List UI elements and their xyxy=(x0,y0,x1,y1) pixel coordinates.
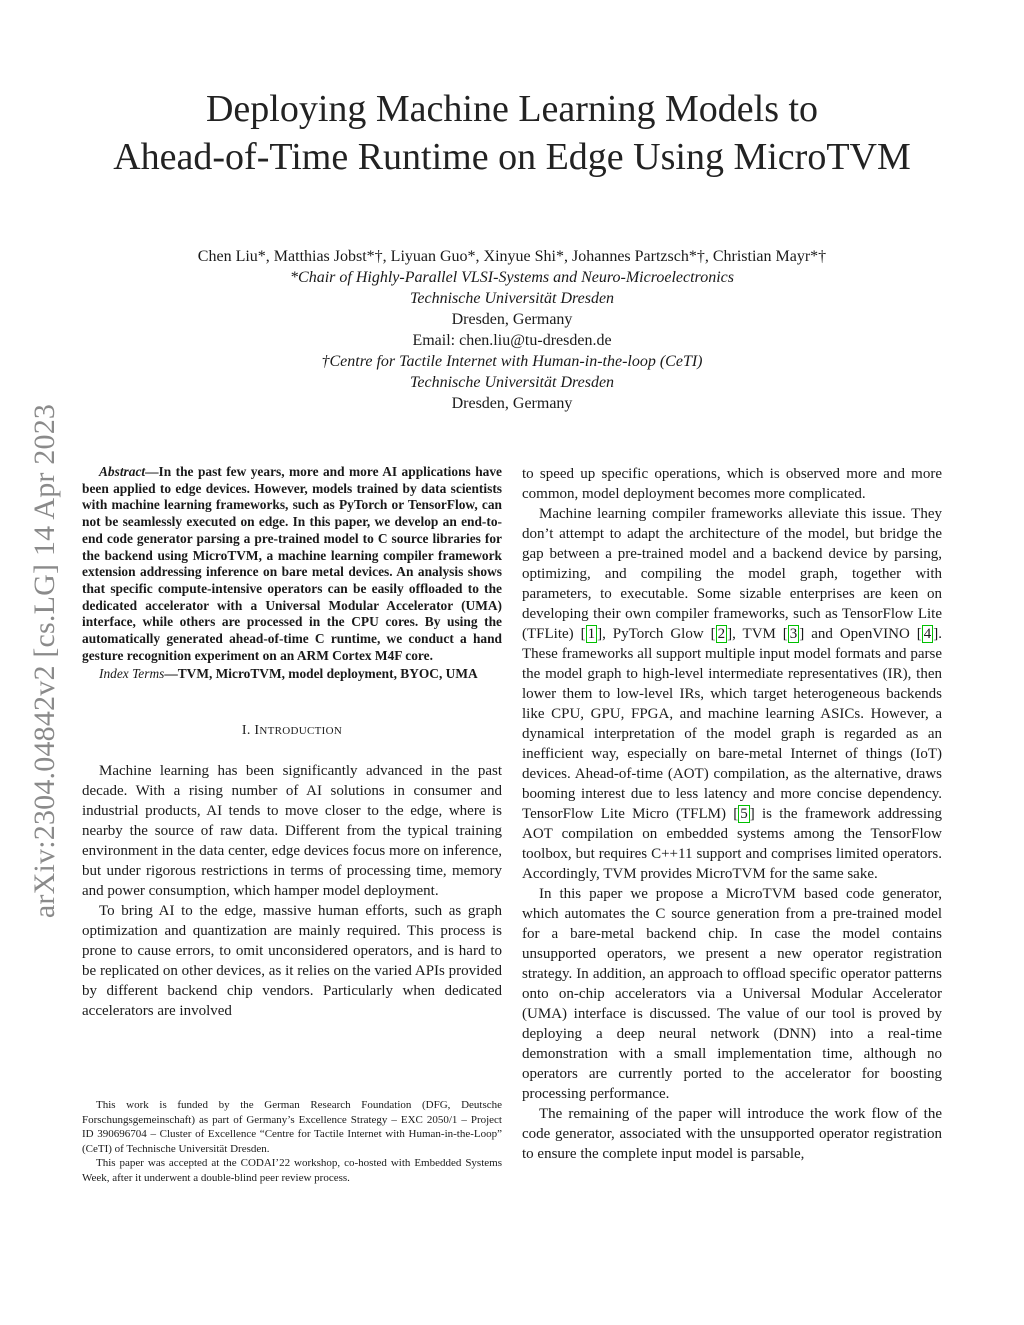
right-paragraph-4: The remaining of the paper will introduce the work flow of the code generator, associated with the unsupported operator registration to ensure the complete input model is parsable, xyxy=(522,1106,942,1162)
intro-paragraph-2: To bring AI to the edge, massive human efforts, such as graph optimization and quantization are mainly required. This process is prone to cause errors, to omit unconsidered operators, and is hard to be replicated on other devices, as it relies on the varied APIs provided by different backend chip vendors. Particularly when dedicated accelerators are involved xyxy=(82,903,502,1020)
citation-link-1[interactable]: 1 xyxy=(587,626,596,642)
affiliation-1-university: Technische Universität Dresden xyxy=(409,290,615,307)
footnote-funding: This work is funded by the German Research Foundation (DFG, Deutsche Forschungsgemeinschaft) as part of Germany’s Excellence Strategy – EXC 2050/1 – Project ID 390696704 – Cluster of Excellence “Centre for Tactile Internet with Human-in-the-Loop” (CeTI) of Technische Universität Dresden. xyxy=(82,1099,502,1155)
text-run: , PyTorch Glow xyxy=(602,626,711,642)
citation-link-2[interactable]: 2 xyxy=(717,626,726,642)
citation-link-3[interactable]: 3 xyxy=(789,626,798,642)
citation-link-5[interactable]: 5 xyxy=(740,806,748,822)
author-email: Email: chen.liu@tu-dresden.de xyxy=(412,332,612,349)
abstract xyxy=(82,464,502,664)
section-heading-introduction xyxy=(82,721,502,741)
text-run: Machine learning compiler frameworks alleviate this issue. They don’t attempt to adapt the architecture of the model, but bridge the gap between a pre-trained model and a backend device by parsing, optimizing, and compiling the model graph, together with parameters, to executable. Some sizable enterprises are keen on developing their own compiler frameworks, such as TensorFlow Lite (TFLite) xyxy=(522,506,942,642)
text-run: and OpenVINO xyxy=(804,626,917,642)
footnotes xyxy=(82,1098,502,1186)
affiliation-2-name: †Centre for Tactile Internet with Human-in-the-loop (CeTI) xyxy=(321,353,703,370)
index-terms-label: Index Terms xyxy=(99,666,165,682)
text-run: , TVM xyxy=(732,626,783,642)
paper-title xyxy=(60,85,964,181)
title-line-2: Ahead-of-Time Runtime on Edge Using MicroTVM xyxy=(113,136,911,178)
title-line-1: Deploying Machine Learning Models to xyxy=(205,88,819,130)
section-number: I. I xyxy=(241,723,260,739)
arxiv-identifier: arXiv:2304.04842v2 [cs.LG] 14 Apr 2023 xyxy=(28,403,61,919)
right-column xyxy=(522,464,942,1164)
index-terms-text: —TVM, MicroTVM, model deployment, BYOC, UMA xyxy=(164,666,478,682)
affiliation-2-university: Technische Universität Dresden xyxy=(409,374,615,391)
author-names: Chen Liu*, Matthias Jobst*†, Liyuan Guo*, Xinyue Shi*, Johannes Partzsch*†, Christian Mayr*† xyxy=(197,248,827,265)
intro-paragraph-1: Machine learning has been significantly advanced in the past decade. With a rising number of AI solutions in consumer and industrial products, AI tends to move closer to the edge, where is nearby the source of raw data. Different from the typical training environment in the data center, edge devices focus more on inference, but under rigorous restrictions in terms of processing time, memory and power consumption, which hamper model deployment. xyxy=(82,763,502,900)
affiliation-2-city: Dresden, Germany xyxy=(451,395,573,412)
affiliation-1-city: Dresden, Germany xyxy=(451,311,573,328)
right-paragraph-2: Machine learning compiler frameworks alleviate this issue. They don’t attempt to adapt the architecture of the model, but bridge the gap between a pre-trained model and a backend device by parsing, optimizing, and compiling the model graph, together with parameters, to executable. Some sizable enterprises are keen on developing their own compiler frameworks, such as TensorFlow Lite (TFLite) [ 1 ], PyTorch Glow [ 2 ], TVM [ 3 ] and OpenVINO [ 4 ]. These frameworks all support multiple input model formats and parse the model graph to high-level intermediate representatives (IR), then lower them to low-level IRs, which target heterogeneous backends like CPU, GPU, FPGA, and machine learning ASICs. However, a dynamical interpretation of the model graph is regarded as an inefficient way, especially on bare-metal Internet of things (IoT) devices. Ahead-of-time (AOT) compilation, as the alternative, draws booming interest due to less latency and more concise dependency. TensorFlow Lite Micro (TFLM) [ 5 ] is the framework addressing AOT compilation on embedded systems among the TensorFlow toolbox, but requires C++11 support and comprises limited operators. Accordingly, TVM provides MicroTVM for the same sake. xyxy=(522,506,942,882)
footnote-acceptance: This paper was accepted at the CODAI’22 workshop, co-hosted with Embedded Systems Week, after it underwent a double-blind peer review process. xyxy=(82,1157,502,1184)
section-title: NTRODUCTION xyxy=(259,725,343,738)
right-paragraph-3: In this paper we propose a MicroTVM based code generator, which automates the C source generation from a pre-trained model for a bare-metal backend chip. In case the model contains unsupported operators, we present a new operator registration strategy. In addition, an approach to offload specific operator patterns onto on-chip accelerators via a Universal Modular Accelerator (UMA) interface is discussed. The value of our tool is proved by deploying a deep neural network (DNN) into a real-time demonstration with a small implementation time, although no operators are currently ported to the accelerator for boosting processing performance. xyxy=(522,886,942,1102)
index-terms xyxy=(82,666,502,683)
abstract-text: —In the past few years, more and more AI applications have been applied to edge devices. However, models trained by data scientists with machine learning frameworks, such as PyTorch or TensorFlow, can not be seamlessly executed on edge. In this paper, we develop an end-to-end code generator parsing a pre-trained model to C source libraries for the backend using MicroTVM, a machine learning compiler framework extension addressing inference on bare metal devices. An analysis shows that specific compute-intensive operators can be easily offloaded to the dedicated accelerator with a Universal Modular Accelerator (UMA) interface, while others are processed in the CPU cores. By using the automatically generated ahead-of-time C runtime, we conduct a hand gesture recognition experiment on an ARM Cortex M4F core. xyxy=(82,464,502,663)
right-paragraph-1: to speed up specific operations, which is observed more and more common, model deployment becomes more complicated. xyxy=(522,466,942,502)
text-run: . These frameworks all support multiple input model formats and parse the model graph to high-level intermediate representatives (IR), then lower them to low-level IRs, which target heterogeneous backends like CPU, GPU, FPGA, and machine learning ASICs. However, a dynamical interpretation of the model graph is regarded as an inefficient way, especially on bare-metal Internet of things (IoT) devices. Ahead-of-time (AOT) compilation, as the alternative, draws booming interest due to less latency and more concise dependency. TensorFlow Lite Micro (TFLM) xyxy=(522,626,942,822)
abstract-label: Abstract xyxy=(99,464,146,479)
text-run: is the framework addressing AOT compilation on embedded systems among the TensorFlow toolbox, but requires C++11 support and comprises limited operators. Accordingly, TVM provides MicroTVM for the same sake. xyxy=(522,806,942,882)
left-column xyxy=(82,464,502,1021)
affiliation-1-name: *Chair of Highly-Parallel VLSI-Systems and Neuro-Microelectronics xyxy=(290,269,734,286)
citation-link-4[interactable]: 4 xyxy=(923,626,932,642)
author-block xyxy=(60,246,964,414)
